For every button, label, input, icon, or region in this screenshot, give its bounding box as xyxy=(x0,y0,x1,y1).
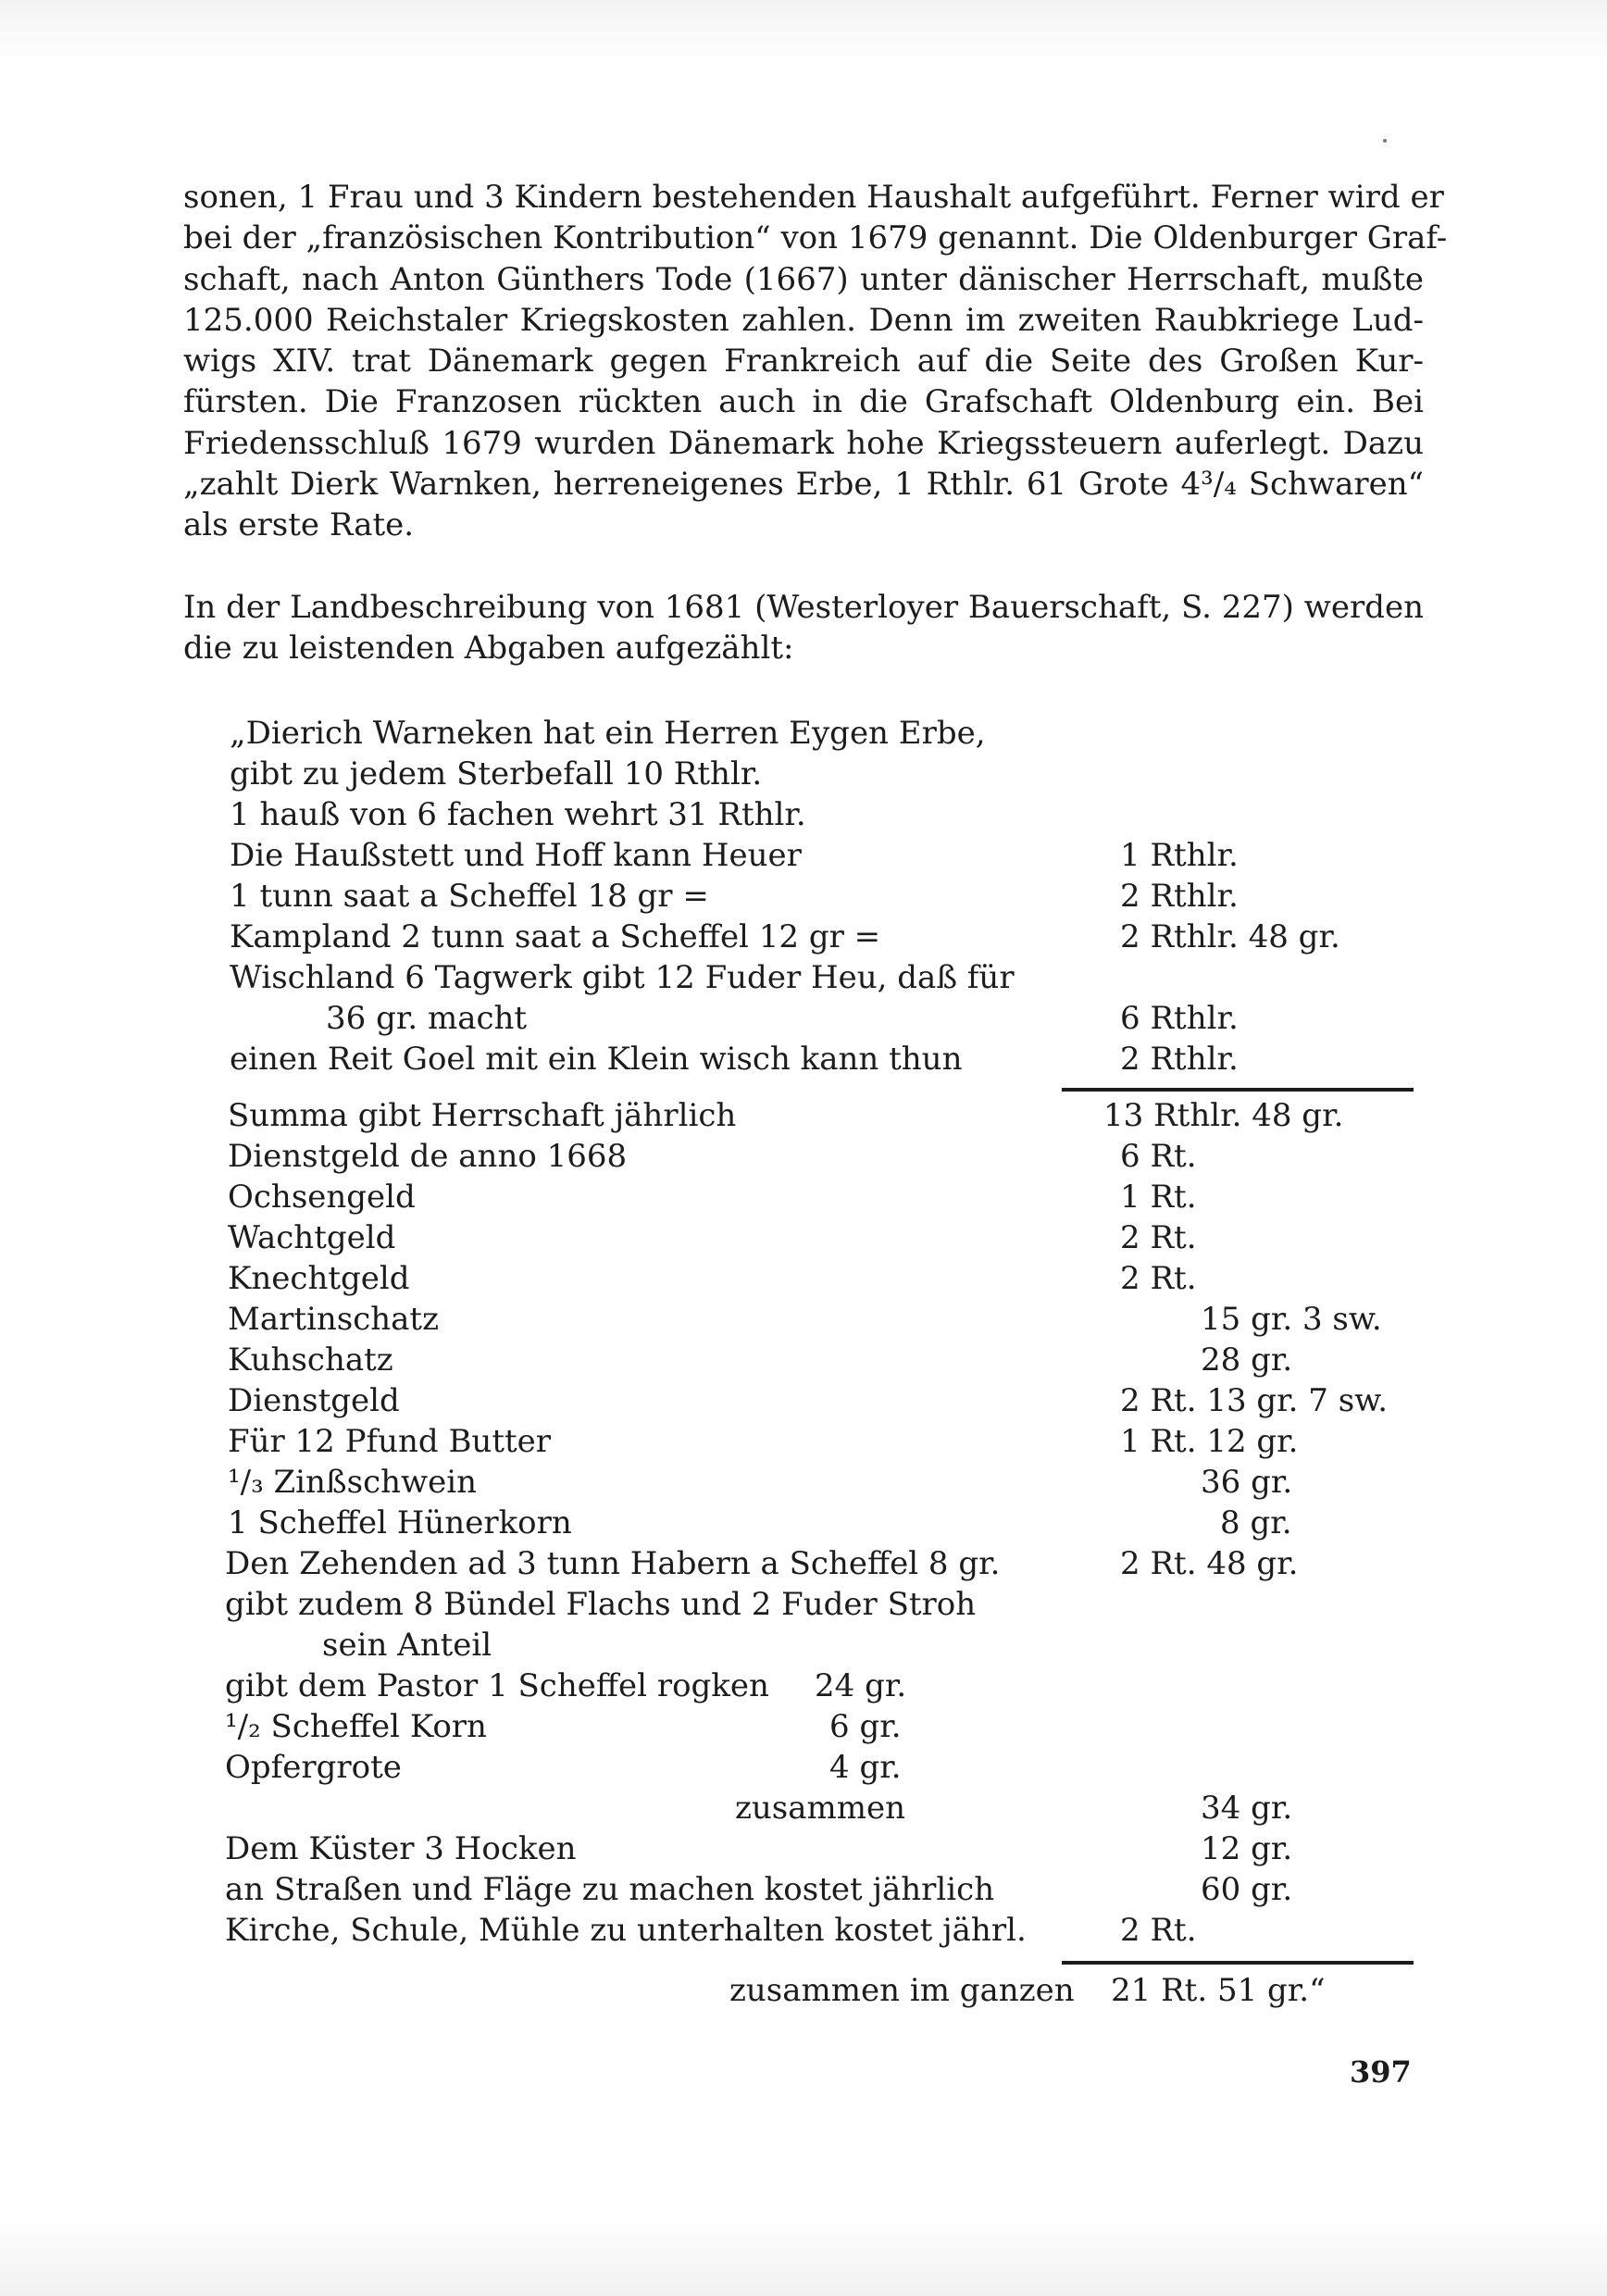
ledger-amount: 6 Rthlr. xyxy=(1120,1000,1239,1037)
paragraph-line: sonen, 1 Frau und 3 Kindern bestehenden Haushalt aufgeführt. Ferner wird er xyxy=(183,179,1444,216)
paragraph-landbeschreibung xyxy=(183,587,1424,669)
ledger-label: einen Reit Goel mit ein Klein wisch kann thun xyxy=(230,1041,963,1078)
ledger-amount: 13 Rthlr. 48 gr. xyxy=(1103,1097,1344,1134)
ledger-label: Kirche, Schule, Mühle zu unterhalten kostet jährl. xyxy=(225,1912,1027,1949)
ledger-label: an Straßen und Fläge zu machen kostet jährlich xyxy=(225,1871,995,1908)
ledger-subamount: 6 gr. xyxy=(829,1708,902,1745)
ledger-label: Martinschatz xyxy=(228,1301,440,1338)
zusammen-amount: 34 gr. xyxy=(1201,1790,1293,1827)
page-edge-shadow-top xyxy=(0,0,1607,65)
ledger-label: Den Zehenden ad 3 tunn Habern a Scheffel 8 gr. xyxy=(225,1545,1001,1582)
ledger-label: sein Anteil xyxy=(322,1627,492,1664)
ledger-label: ¹/₃ Zinßschwein xyxy=(228,1464,478,1501)
ledger-amount: 2 Rt. xyxy=(1120,1219,1197,1256)
ledger-label: Opfergrote xyxy=(225,1749,402,1786)
paragraph-line: bei der „französischen Kontribution“ von 1679 genannt. Die Oldenburger Graf- xyxy=(183,219,1448,257)
total-label: zusammen im ganzen xyxy=(729,1972,1075,2009)
ledger-amount: 6 Rt. xyxy=(1120,1138,1197,1175)
print-speck xyxy=(1383,139,1387,143)
paragraph-line: „zahlt Dierk Warnken, herreneigenes Erbe, 1 Rthlr. 61 Grote 4³/₄ Schwaren“ xyxy=(183,466,1424,504)
ledger-label: Wischland 6 Tagwerk gibt 12 Fuder Heu, daß für xyxy=(230,959,1015,996)
ledger-amount: 2 Rt. 48 gr. xyxy=(1120,1545,1299,1582)
ledger-amount: 12 gr. xyxy=(1201,1830,1293,1867)
ledger-label: Dienstgeld de anno 1668 xyxy=(228,1138,628,1175)
ledger-amount: 36 gr. xyxy=(1201,1464,1293,1501)
ledger-label: 1 tunn saat a Scheffel 18 gr = xyxy=(230,878,709,915)
ledger-label: 36 gr. macht xyxy=(326,1000,528,1037)
ledger-amount: 2 Rt. 13 gr. 7 sw. xyxy=(1120,1382,1389,1419)
paragraph-line: als erste Rate. xyxy=(183,506,415,544)
ledger-label: ¹/₂ Scheffel Korn xyxy=(225,1708,487,1745)
ledger-subamount: 24 gr. xyxy=(815,1667,907,1704)
ledger-amount: 2 Rthlr. xyxy=(1120,1041,1239,1078)
ledger-label: Die Haußstett und Hoff kann Heuer xyxy=(230,837,802,874)
ledger-label: Dienstgeld xyxy=(228,1382,400,1419)
ledger-amount: 1 Rt. 12 gr. xyxy=(1120,1423,1299,1460)
total-rule xyxy=(1062,1961,1414,1965)
ledger-label: Ochsengeld xyxy=(228,1179,416,1216)
ledger-amount: 2 Rt. xyxy=(1120,1912,1197,1949)
paragraph-line: wigs XIV. trat Dänemark gegen Frankreich auf die Seite des Großen Kur- xyxy=(183,343,1424,381)
paragraph-line: die zu leistenden Abgaben aufgezählt: xyxy=(183,630,794,668)
ledger-intro-line: 1 hauß von 6 fachen wehrt 31 Rthlr. xyxy=(230,796,806,833)
ledger-label: Kampland 2 tunn saat a Scheffel 12 gr = xyxy=(230,918,881,955)
ledger-amount: 2 Rthlr. 48 gr. xyxy=(1120,918,1340,955)
ledger-amount: 60 gr. xyxy=(1201,1871,1293,1908)
ledger-label: gibt zudem 8 Bündel Flachs und 2 Fuder Stroh xyxy=(225,1586,977,1623)
zusammen-label: zusammen xyxy=(735,1790,906,1827)
ledger-subamount: 4 gr. xyxy=(829,1749,902,1786)
ledger-label: Kuhschatz xyxy=(228,1341,393,1379)
ledger-amount: 1 Rt. xyxy=(1120,1179,1197,1216)
total-amount: 21 Rt. 51 gr.“ xyxy=(1111,1972,1326,2009)
ledger-label: gibt dem Pastor 1 Scheffel rogken xyxy=(225,1667,769,1704)
ledger-amount: 15 gr. 3 sw. xyxy=(1201,1301,1382,1338)
ledger-label: Dem Küster 3 Hocken xyxy=(225,1830,577,1867)
ledger-intro-line: „Dierich Warneken hat ein Herren Eygen Erbe, xyxy=(230,715,986,752)
ledger-label: Knechtgeld xyxy=(228,1260,410,1297)
ledger-amount: 28 gr. xyxy=(1201,1341,1293,1379)
ledger-label: Wachtgeld xyxy=(228,1219,396,1256)
page-edge-shadow-bottom xyxy=(0,2213,1607,2296)
ledger-amount: 2 Rthlr. xyxy=(1120,878,1239,915)
ledger-amount: 1 Rthlr. xyxy=(1120,837,1239,874)
paragraph-line: fürsten. Die Franzosen rückten auch in die Grafschaft Oldenburg ein. Bei xyxy=(183,383,1424,421)
ledger-intro-line: gibt zu jedem Sterbefall 10 Rthlr. xyxy=(230,755,763,792)
ledger-label: 1 Scheffel Hünerkorn xyxy=(228,1504,572,1541)
page-number: 397 xyxy=(1350,2054,1412,2090)
ledger-amount: 8 gr. xyxy=(1220,1504,1292,1541)
ledger-amount: 2 Rt. xyxy=(1120,1260,1197,1297)
paragraph-line: 125.000 Reichstaler Kriegskosten zahlen. Denn im zweiten Raubkriege Lud- xyxy=(183,301,1424,339)
paragraph-line: In der Landbeschreibung von 1681 (Westerloyer Bauerschaft, S. 227) werden xyxy=(183,589,1424,626)
paragraph-line: schaft, nach Anton Günthers Tode (1667) unter dänischer Herrschaft, mußte xyxy=(183,260,1424,298)
ledger-label: Summa gibt Herrschaft jährlich xyxy=(228,1097,737,1134)
ledger-label: Für 12 Pfund Butter xyxy=(228,1423,552,1460)
paragraph-household xyxy=(183,177,1448,546)
paragraph-line: Friedensschluß 1679 wurden Dänemark hohe Kriegssteuern auferlegt. Dazu xyxy=(183,424,1424,462)
subtotal-rule xyxy=(1062,1088,1414,1092)
